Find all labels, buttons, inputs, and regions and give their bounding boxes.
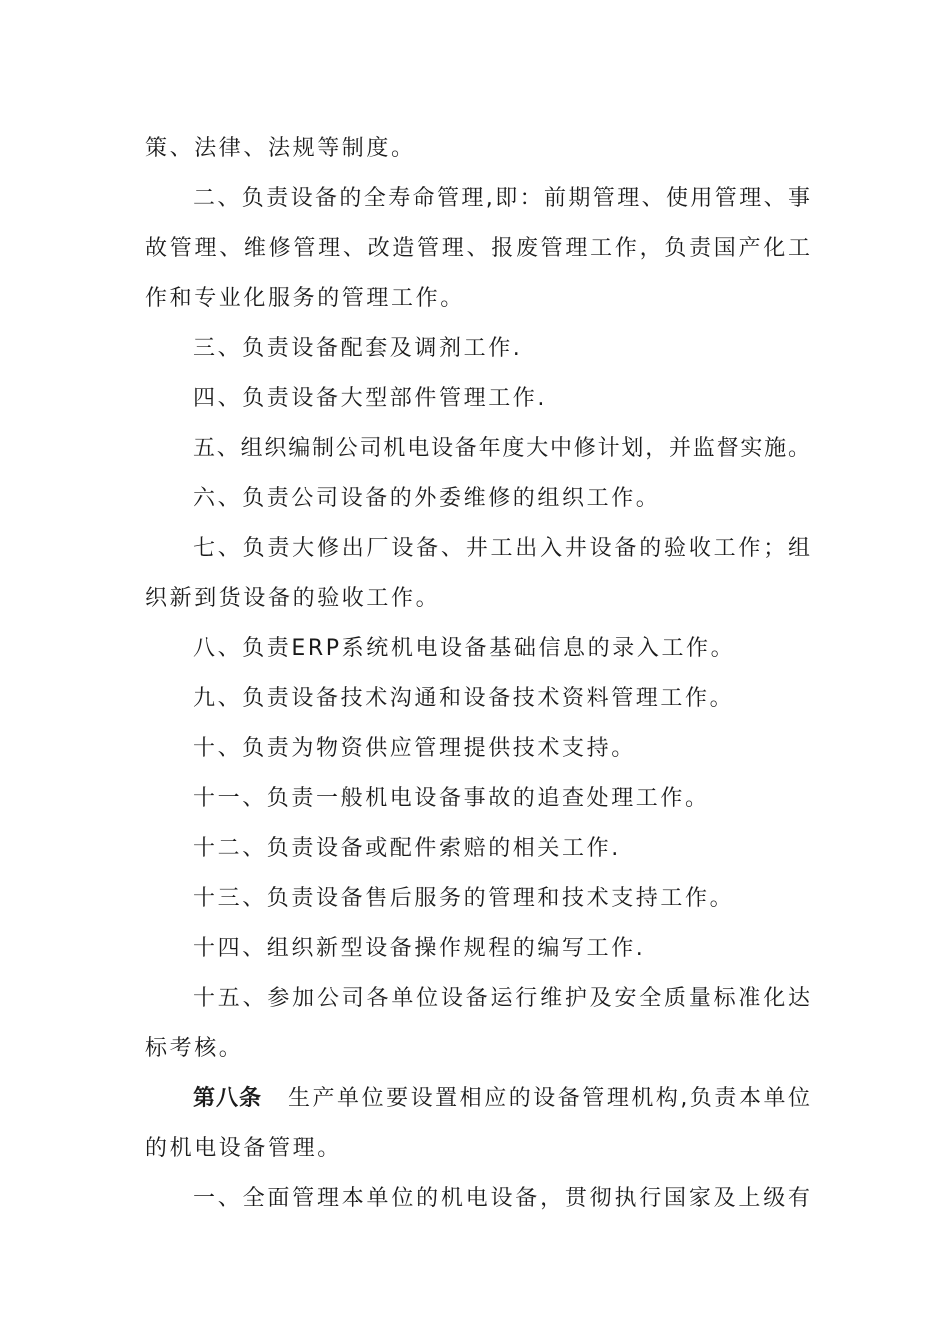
spacer — [262, 1084, 288, 1114]
text-line: 故管理、维修管理、改造管理、报废管理工作，负责国产化工 — [145, 236, 810, 261]
text-line: 十五、参加公司各单位设备运行维护及安全质量标准化达 — [193, 986, 810, 1011]
text-line: 三、负责设备配套及调剂工作. — [193, 336, 523, 361]
text-line: 标考核。 — [145, 1036, 244, 1061]
text-line: 九、负责设备技术沟通和设备技术资料管理工作。 — [193, 686, 735, 711]
text-line: 织新到货设备的验收工作。 — [145, 586, 441, 611]
text-line: 八、负责ERP系统机电设备基础信息的录入工作。 — [193, 636, 736, 661]
text-line: 五、组织编制公司机电设备年度大中修计划，并监督实施。 — [193, 436, 810, 461]
text-line: 十一、负责一般机电设备事故的追查处理工作。 — [193, 786, 710, 811]
text-line: 生产单位要设置相应的设备管理机构,负责本单位 — [288, 1086, 810, 1111]
text-line: 一、全面管理本单位的机电设备，贯彻执行国家及上级有 — [193, 1186, 810, 1211]
article-heading: 第八条 — [193, 1086, 263, 1111]
article-8-line — [193, 1084, 810, 1114]
text-line: 十二、负责设备或配件索赔的相关工作. — [193, 836, 621, 861]
text-line: 的机电设备管理。 — [145, 1136, 342, 1161]
text-line: 策、法律、法规等制度。 — [145, 136, 416, 161]
text-line: 十四、组织新型设备操作规程的编写工作. — [193, 936, 646, 961]
text-line: 十、负责为物资供应管理提供技术支持。 — [193, 736, 636, 761]
text-line: 十三、负责设备售后服务的管理和技术支持工作。 — [193, 886, 735, 911]
text-line: 四、负责设备大型部件管理工作. — [193, 386, 547, 411]
text-line: 七、负责大修出厂设备、井工出入井设备的验收工作；组 — [193, 536, 810, 561]
text-line: 六、负责公司设备的外委维修的组织工作。 — [193, 486, 661, 511]
text-line: 作和专业化服务的管理工作。 — [145, 286, 465, 311]
text-line: 二、负责设备的全寿命管理,即：前期管理、使用管理、事 — [193, 186, 810, 211]
